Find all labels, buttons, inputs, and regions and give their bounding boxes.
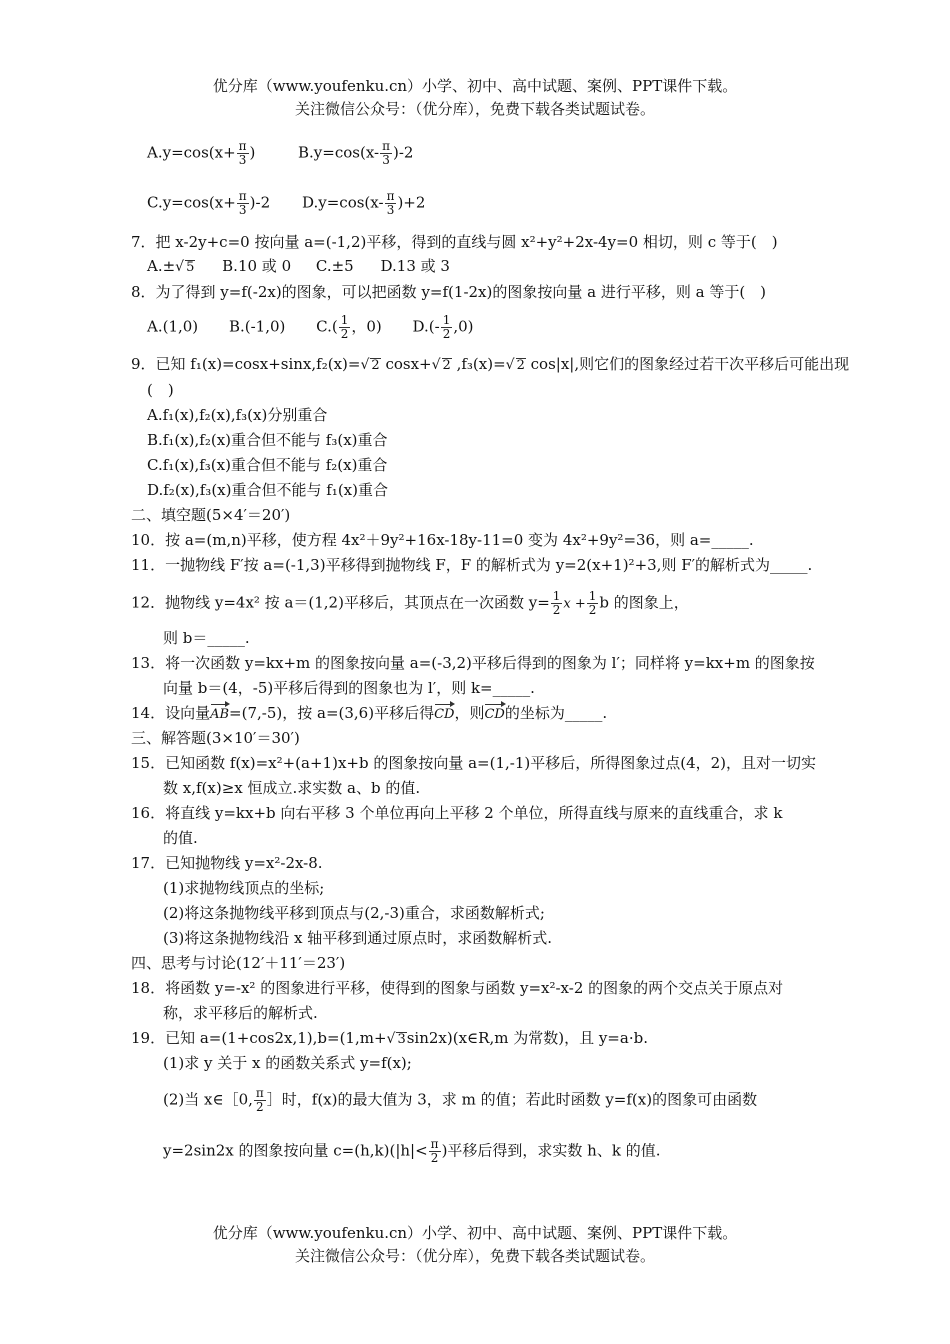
q12-f2-num: 1: [588, 589, 597, 603]
q6-option-b: [298, 140, 413, 167]
q6-c-text: C.y=cos(x+: [147, 193, 236, 212]
q19-p3-pre: y=2sin2x 的图象按向量 c=(h,k)(|h|<: [163, 1141, 428, 1160]
q14-pre: 14．设向量: [131, 704, 211, 722]
q19-stem-a: 19．已知 a=(1+cos2x,1),b=(1,m+: [131, 1029, 387, 1047]
q12-mid: x +: [563, 596, 586, 612]
q9-stem-c: ,f₃(x)=: [456, 355, 506, 373]
q6-d-num: π: [386, 189, 395, 203]
q19-part-1: (1)求 y 关于 x 的函数关系式 y=f(x);: [163, 1054, 412, 1072]
q7-stem: 7．把 x-2y+c=0 按向量 a=(-1,2)平移，得到的直线与圆 x²+y²+2x-4y=0 相切，则 c 等于( ): [131, 233, 778, 251]
q8-c-text: C.(: [316, 317, 338, 336]
q17-part-2: (2)将这条抛物线平移到顶点与(2,-3)重合，求函数解析式;: [163, 904, 545, 922]
q14-vector-cd-2: CD: [484, 705, 504, 725]
q6-d-den: 3: [386, 203, 395, 217]
q6-a-text: A.y=cos(x+: [147, 143, 236, 162]
q14-vector-cd-1: CD: [434, 705, 454, 725]
q7-d-text: D.13 或 3: [380, 257, 450, 275]
q8-d-post: ,0): [453, 317, 474, 336]
footer-line-1: 优分库（www.youfenku.cn）小学、初中、高中试题、案例、PPT课件下载。: [212, 1224, 738, 1242]
q7-b-text: B.10 或 0: [222, 257, 292, 275]
q9-paren: ( ): [147, 381, 174, 399]
q11-text: 11．一抛物线 F′按 a=(-1,3)平移得到抛物线 F，F 的解析式为 y=2(x+1)²+3,则 F′的解析式为_____.: [131, 556, 813, 574]
header-line-1: 优分库（www.youfenku.cn）小学、初中、高中试题、案例、PPT课件下载。: [212, 77, 738, 95]
q14-vector-ab: AB: [210, 705, 229, 725]
section-2-heading: 二、填空题(5×4′＝20′): [131, 506, 291, 524]
q6-d-text: D.y=cos(x-: [302, 193, 384, 212]
q14-mid: =(7,-5)，按 a=(3,6)平移后得: [229, 704, 435, 722]
q6-a-post: ): [249, 143, 256, 162]
q17-stem: 17．已知抛物线 y=x²-2x-8.: [131, 854, 323, 872]
q19-p2-fraction: [254, 1087, 266, 1114]
q12-fraction-1: [551, 590, 563, 617]
q12-f1-den: 2: [552, 603, 561, 617]
q6-b-fraction: [380, 140, 392, 167]
q6-option-d: [302, 190, 425, 217]
q19-stem: [131, 1028, 648, 1049]
q14-post: 的坐标为_____.: [504, 704, 608, 722]
q12-f1-num: 1: [552, 589, 561, 603]
q6-b-text: B.y=cos(x-: [298, 143, 380, 162]
q8-d-fraction: [441, 314, 453, 341]
q12-f2-den: 2: [588, 603, 597, 617]
q8-a-text: A.(1,0): [147, 317, 199, 336]
q19-p3-den: 2: [430, 1151, 439, 1165]
q12-pre: 12．抛物线 y=4x² 按 a＝(1,2)平移后，其顶点在一次函数 y=: [131, 593, 550, 612]
q6-c-den: 3: [238, 203, 247, 217]
q19-p3-num: π: [430, 1137, 439, 1151]
q6-option-c: [147, 190, 270, 217]
q9-option-b: B.f₁(x),f₂(x)重合但不能与 f₃(x)重合: [147, 431, 388, 449]
q9-stem-b: cosx+: [385, 355, 432, 373]
q6-d-fraction: [385, 190, 397, 217]
q9-radicand-3: 2: [516, 358, 525, 373]
q8-c-post: ，0): [351, 317, 382, 336]
q19-part-3: [163, 1138, 660, 1165]
q6-a-num: π: [238, 139, 247, 153]
footer-line-2: 关注微信公众号：（优分库），免费下载各类试题试卷。: [294, 1247, 655, 1265]
q8-b-text: B.(-1,0): [228, 317, 286, 336]
sqrt-sign-icon: √: [431, 357, 441, 373]
q18-line-2: 称，求平移后的解析式.: [163, 1004, 318, 1022]
q6-option-a: [147, 140, 255, 167]
q9-option-a: A.f₁(x),f₂(x),f₃(x)分别重合: [147, 406, 328, 424]
sqrt-sign-icon: √: [505, 357, 515, 373]
q6-b-post: )-2: [392, 143, 414, 162]
q8-c-den: 2: [340, 327, 349, 341]
header-line-2: 关注微信公众号：（优分库），免费下载各类试题试卷。: [294, 100, 655, 118]
q7-options: [147, 256, 450, 277]
q8-c-fraction: [339, 314, 351, 341]
q8-stem: 8．为了得到 y=f(-2x)的图象，可以把函数 y=f(1-2x)的图象按向量 a 进行平移，则 a 等于( ): [131, 283, 767, 301]
q8-d-num: 1: [442, 313, 451, 327]
q17-part-1: (1)求抛物线顶点的坐标;: [163, 879, 325, 897]
q10-text: 10．按 a=(m,n)平移，使方程 4x²＋9y²+16x-18y-11=0 变为 4x²+9y²=36，则 a=_____.: [131, 531, 754, 549]
q17-part-3: (3)将这条抛物线沿 x 轴平移到通过原点时，求函数解析式.: [163, 929, 553, 947]
q9-option-c: C.f₁(x),f₃(x)重合但不能与 f₂(x)重合: [147, 456, 388, 474]
q6-c-post: )-2: [249, 193, 271, 212]
q8-options: [147, 314, 474, 341]
q15-line-1: 15．已知函数 f(x)=x²+(a+1)x+b 的图象按向量 a=(1,-1)平移后，所得图象过点(4，2)，且对一切实: [131, 754, 817, 772]
q7-a-radicand: 5: [186, 260, 195, 275]
q18-line-1: 18．将函数 y=-x² 的图象进行平移，使得到的图象与函数 y=x²-x-2 的图象的两个交点关于原点对: [131, 979, 784, 997]
section-4-heading: 四、思考与讨论(12′＋11′＝23′): [131, 954, 346, 972]
q9-stem-d: cos|x|,则它们的图象经过若干次平移后可能出现: [530, 355, 850, 373]
q8-d-den: 2: [442, 327, 451, 341]
q8-c-num: 1: [340, 313, 349, 327]
q14-text: [131, 703, 607, 725]
q14-mid2: ，则: [454, 704, 485, 722]
q19-p2-den: 2: [256, 1100, 264, 1114]
sqrt-sign-icon: √: [175, 259, 185, 275]
q9-stem: [131, 354, 849, 375]
q9-radicand-1: 2: [371, 358, 380, 373]
sqrt-sign-icon: √: [360, 357, 370, 373]
q7-a-text: A.±: [147, 257, 176, 275]
q12-post: b 的图象上，: [599, 593, 689, 612]
q16-line-2: 的值.: [163, 829, 198, 847]
q12-line-2: 则 b＝_____.: [163, 629, 250, 647]
q19-stem-b: sin2x)(x∈R,m 为常数)，且 y=a·b.: [406, 1029, 648, 1047]
q8-d-text: D.(-: [412, 317, 440, 336]
q6-a-den: 3: [238, 153, 247, 167]
q16-line-1: 16．将直线 y=kx+b 向右平移 3 个单位再向上平移 2 个单位，所得直线与原来的直线重合，求 k: [131, 804, 783, 822]
q7-c-text: C.±5: [315, 257, 354, 275]
q19-part-2: [163, 1087, 757, 1114]
q19-p2-pre: (2)当 x∈［0,: [163, 1090, 253, 1109]
q6-b-den: 3: [382, 153, 390, 167]
q13-line-2: 向量 b＝(4，-5)平移后得到的图象也为 l′，则 k=_____.: [163, 679, 535, 697]
q9-radicand-2: 2: [442, 358, 451, 373]
q6-b-num: π: [382, 139, 390, 153]
q19-p3-fraction: [429, 1138, 441, 1165]
q6-a-fraction: [237, 140, 249, 167]
q12-line-1: [131, 590, 689, 617]
q19-p2-post: ］时，f(x)的最大值为 3，求 m 的值；若此时函数 y=f(x)的图象可由函数: [266, 1090, 758, 1109]
q12-fraction-2: [587, 590, 599, 617]
q19-radicand: 3: [397, 1032, 406, 1047]
q9-stem-a: 9．已知 f₁(x)=cosx+sinx,f₂(x)=: [131, 355, 361, 373]
sqrt-sign-icon: √: [386, 1031, 396, 1047]
q6-d-post: )+2: [397, 193, 426, 212]
q6-c-fraction: [237, 190, 249, 217]
q6-c-num: π: [238, 189, 247, 203]
q15-line-2: 数 x,f(x)≥x 恒成立.求实数 a、b 的值.: [163, 779, 421, 797]
q19-p3-post: )平移后得到，求实数 h、k 的值.: [441, 1141, 661, 1160]
q19-p2-num: π: [255, 1086, 264, 1100]
q13-line-1: 13．将一次函数 y=kx+m 的图象按向量 a=(-3,2)平移后得到的图象为 l′；同样将 y=kx+m 的图象按: [131, 654, 815, 672]
section-3-heading: 三、解答题(3×10′＝30′): [131, 729, 300, 747]
q9-option-d: D.f₂(x),f₃(x)重合但不能与 f₁(x)重合: [147, 481, 388, 499]
